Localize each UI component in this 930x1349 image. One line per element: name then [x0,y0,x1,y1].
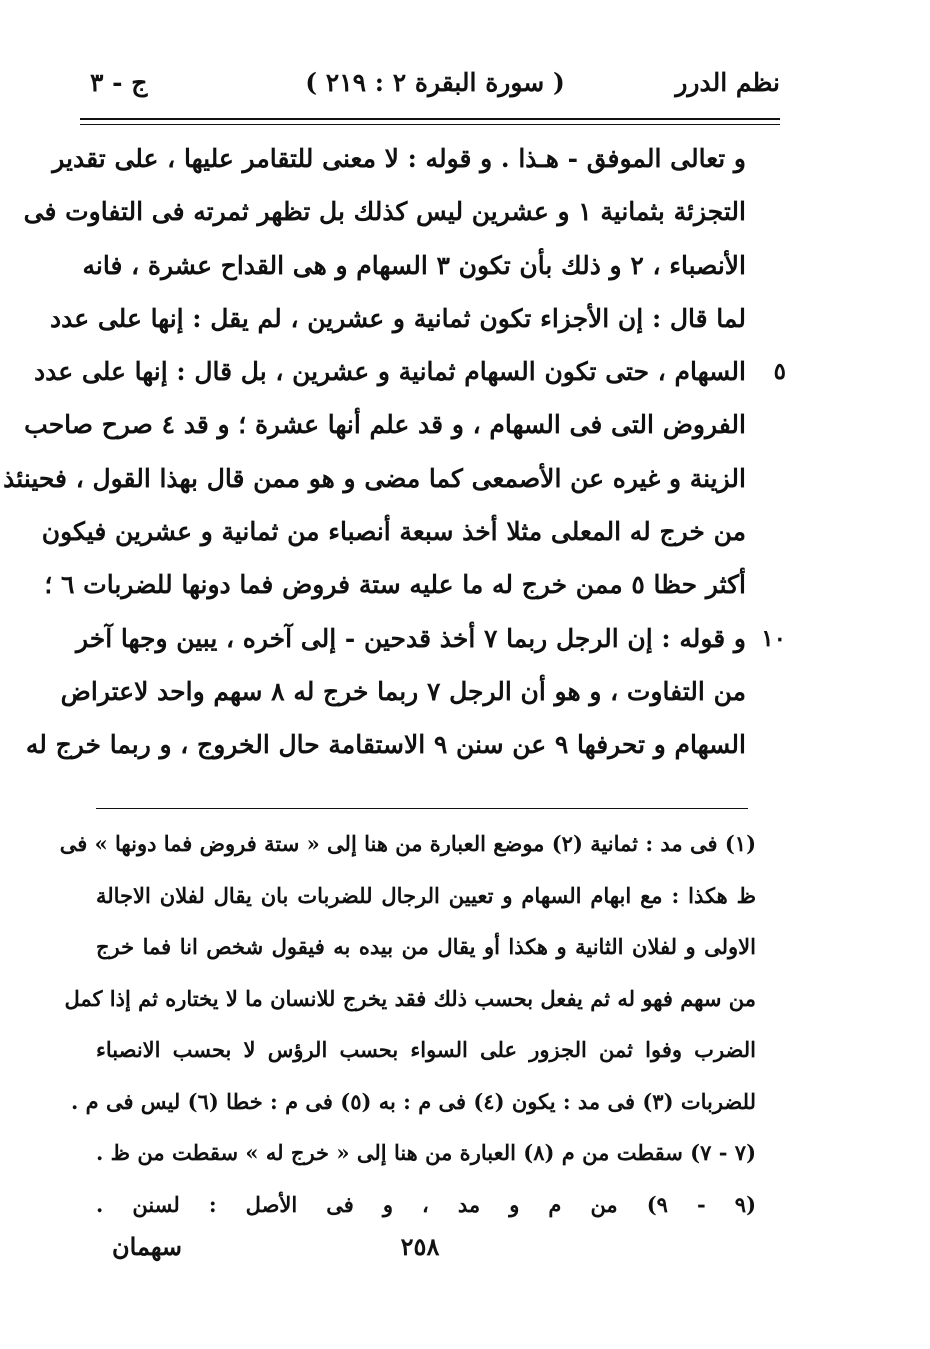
text-line: الأنصباء ، ٢ و ذلك بأن تكون ٣ السهام و هى القداح عشرة ، فانه [82,250,746,280]
text-line: لما قال : إن الأجزاء تكون ثمانية و عشرين ، لم يقل : إنها على عدد [49,303,746,333]
footnote-line: للضربات (٣) فى مد : يكون (٤) فى م : به (٥) فى م : خطا (٦) ليس فى م . [71,1088,756,1114]
text-line: الفروض التى فى السهام ، و قد علم أنها عشرة ؛ و قد ٤ صرح صاحب [24,410,746,440]
footnote-line: الضرب وفوا ثمن الجزور على السواء بحسب الرؤس لا بحسب الانصباء [96,1037,756,1062]
footnote-line: ظ هكذا : مع ابهام السهام و تعيين الرجال للضربات بان يقال لفلان الاجالة [96,882,756,908]
text-line: أكثر حظا ٥ ممن خرج له ما عليه ستة فروض فما دونها للضربات ٦ ؛ [44,570,746,600]
surah-reference: ( سورة البقرة ٢ : ٢١٩ ) [305,68,565,97]
footnote-line: (٧ - ٧) سقطت من م (٨) العبارة من هنا إلى « خرج له » سقطت من ظ . [96,1140,756,1165]
header-rule-top [80,118,780,120]
text-line: من التفاوت ، و هو أن الرجل ٧ ربما خرج له ٨ سهم واحد لاعتراض [60,676,746,706]
text-line: ١٠ و قوله : إن الرجل ربما ٧ أخذ قدحين - إلى آخره ، يبين وجها آخر [96,612,746,665]
text-line: الزينة و غيره عن الأصمعى كما مضى و هو ممن قال بهذا القول ، فحينئذ [3,463,746,493]
catchword: سهمان [112,1232,182,1261]
footnote-line: (١) فى مد : ثمانية (٢) موضع العبارة من هنا إلى « ستة فروض فما دونها » فى [59,831,756,856]
volume-number: ج - ٣ [90,68,148,97]
footnote-line: من سهم فهو له ثم يفعل بحسب ذلك فقد يخرج للانسان ما لا يختاره ثم إذا كمل [64,985,756,1011]
running-header [90,58,780,108]
header-rule-bottom [80,124,780,125]
footnote-line: (٩ - ٩) من م و مد ، و فى الأصل : لسنن . [96,1191,756,1217]
book-title: نظم الدرر [675,68,780,97]
text-line: و تعالى الموفق - هـذا . و قوله : لا معنى للتقامر عليها ، على تقدير [52,144,746,173]
footnote-separator [96,808,748,809]
main-text [3,132,786,772]
text-line: السهام و تحرفها ٩ عن سنن ٩ الاستقامة حال الخروج ، و ربما خرج له [25,730,746,760]
text-line: ٥ السهام ، حتى تكون السهام ثمانية و عشرين ، بل قال : إنها على عدد [96,345,746,398]
page-number: ٢٥٨ [400,1232,440,1261]
line-number: ٥ [773,358,786,386]
text-line: التجزئة بثمانية ١ و عشرين ليس كذلك بل تظهر ثمرته فى التفاوت فى [23,197,746,227]
text-line: من خرج له المعلى مثلا أخذ سبعة أنصباء من ثمانية و عشرين فيكون [41,517,746,547]
footnotes [59,818,756,1282]
line-number: ١٠ [761,624,786,652]
footnote-line: الاولى و لفلان الثانية و هكذا أو يقال من بيده به فيقول شخص انا فما خرج [96,934,756,959]
page-footer [100,1232,740,1272]
